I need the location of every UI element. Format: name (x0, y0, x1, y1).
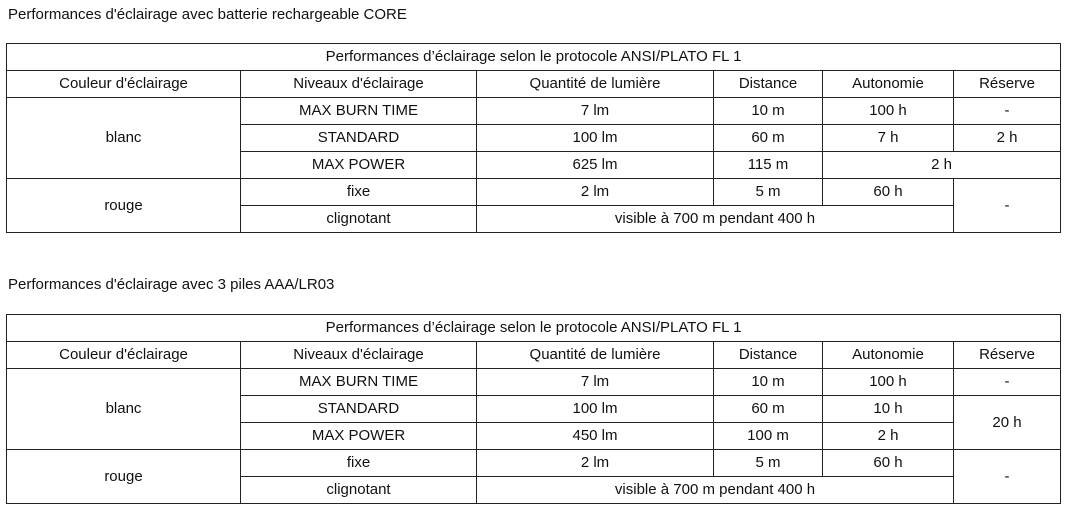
reserve-cell: - (954, 369, 1061, 396)
autonomy-cell: 7 h (823, 125, 954, 152)
header-reserve: Réserve (954, 71, 1061, 98)
visibility-cell: visible à 700 m pendant 400 h (477, 206, 954, 233)
level-cell: MAX POWER (241, 152, 477, 179)
reserve-cell: - (954, 450, 1061, 504)
table-title: Performances d’éclairage selon le protocole ANSI/PLATO FL 1 (7, 44, 1061, 71)
header-color: Couleur d'éclairage (7, 71, 241, 98)
autonomy-reserve-cell: 2 h (823, 152, 1061, 179)
header-autonomy: Autonomie (823, 342, 954, 369)
reserve-cell: - (954, 98, 1061, 125)
distance-cell: 100 m (714, 423, 823, 450)
table-row (7, 179, 1061, 206)
header-color: Couleur d'éclairage (7, 342, 241, 369)
level-cell: clignotant (241, 206, 477, 233)
header-level: Niveaux d'éclairage (241, 71, 477, 98)
table-header-row (7, 71, 1061, 98)
reserve-cell: 2 h (954, 125, 1061, 152)
table-title-row (7, 44, 1061, 71)
table-header-row (7, 342, 1061, 369)
light-cell: 625 lm (477, 152, 714, 179)
section-caption-aaa-batteries: Performances d'éclairage avec 3 piles AAA/LR03 (8, 276, 335, 293)
distance-cell: 5 m (714, 450, 823, 477)
header-autonomy: Autonomie (823, 71, 954, 98)
distance-cell: 10 m (714, 98, 823, 125)
distance-cell: 60 m (714, 396, 823, 423)
header-distance: Distance (714, 71, 823, 98)
header-distance: Distance (714, 342, 823, 369)
header-light: Quantité de lumière (477, 71, 714, 98)
autonomy-cell: 2 h (823, 423, 954, 450)
table-title: Performances d’éclairage selon le protocole ANSI/PLATO FL 1 (7, 315, 1061, 342)
light-cell: 2 lm (477, 450, 714, 477)
light-cell: 100 lm (477, 125, 714, 152)
color-cell-blanc: blanc (7, 369, 241, 450)
distance-cell: 60 m (714, 125, 823, 152)
table-row (7, 369, 1061, 396)
performance-table-core-battery (6, 43, 1061, 233)
level-cell: MAX BURN TIME (241, 98, 477, 125)
table-row (7, 450, 1061, 477)
level-cell: fixe (241, 179, 477, 206)
autonomy-cell: 100 h (823, 369, 954, 396)
level-cell: MAX BURN TIME (241, 369, 477, 396)
color-cell-blanc: blanc (7, 98, 241, 179)
section-caption-core-battery: Performances d'éclairage avec batterie rechargeable CORE (8, 6, 407, 23)
light-cell: 2 lm (477, 179, 714, 206)
autonomy-cell: 60 h (823, 450, 954, 477)
light-cell: 7 lm (477, 98, 714, 125)
light-cell: 450 lm (477, 423, 714, 450)
distance-cell: 10 m (714, 369, 823, 396)
visibility-cell: visible à 700 m pendant 400 h (477, 477, 954, 504)
light-cell: 100 lm (477, 396, 714, 423)
color-cell-rouge: rouge (7, 179, 241, 233)
performance-table-aaa-batteries (6, 314, 1061, 504)
table-row (7, 98, 1061, 125)
color-cell-rouge: rouge (7, 450, 241, 504)
header-level: Niveaux d'éclairage (241, 342, 477, 369)
reserve-cell: - (954, 179, 1061, 233)
header-reserve: Réserve (954, 342, 1061, 369)
distance-cell: 5 m (714, 179, 823, 206)
autonomy-cell: 60 h (823, 179, 954, 206)
autonomy-cell: 10 h (823, 396, 954, 423)
reserve-cell: 20 h (954, 396, 1061, 450)
level-cell: STANDARD (241, 125, 477, 152)
header-light: Quantité de lumière (477, 342, 714, 369)
autonomy-cell: 100 h (823, 98, 954, 125)
light-cell: 7 lm (477, 369, 714, 396)
level-cell: clignotant (241, 477, 477, 504)
distance-cell: 115 m (714, 152, 823, 179)
table-title-row (7, 315, 1061, 342)
level-cell: fixe (241, 450, 477, 477)
level-cell: MAX POWER (241, 423, 477, 450)
level-cell: STANDARD (241, 396, 477, 423)
